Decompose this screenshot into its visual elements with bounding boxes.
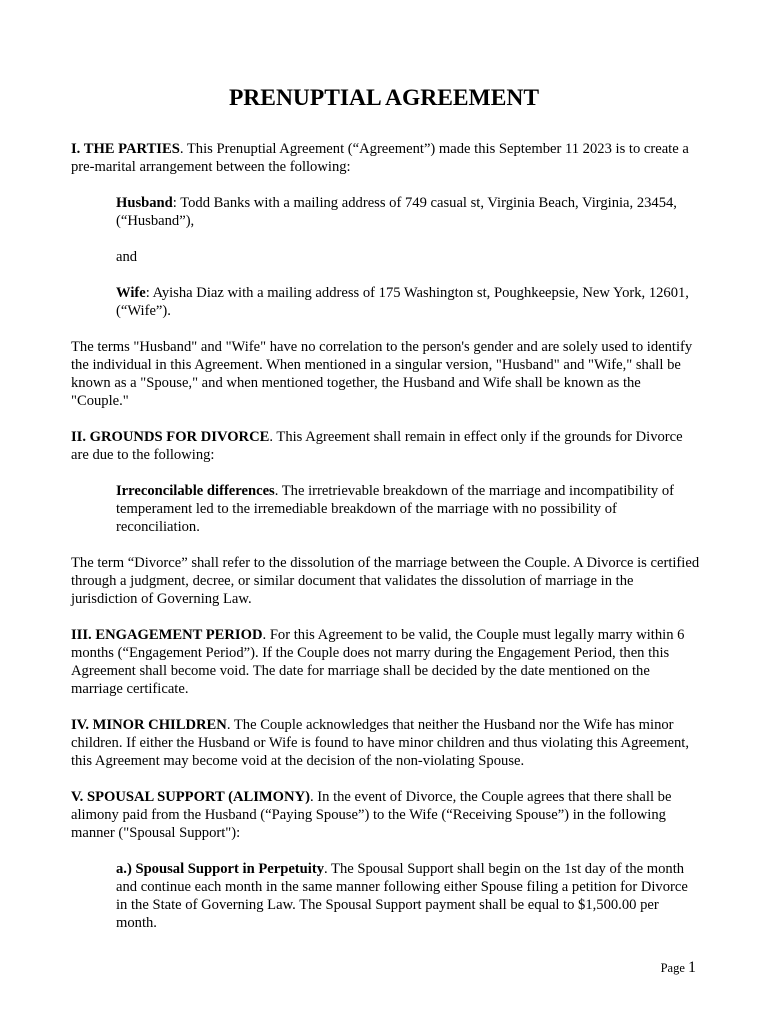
grounds-paragraph bbox=[71, 428, 701, 464]
minor-children-text: . The Couple acknowledges that neither the Husband nor the Wife has minor children. If either the Husband or Wife is found to have minor children and thus violating this Agreement, this Agreement may become void at the decision of the non-violating Spouse. bbox=[71, 717, 690, 769]
spousal-support-paragraph bbox=[71, 788, 701, 842]
irreconcilable-label: Irreconcilable differences bbox=[116, 483, 275, 499]
grounds-text: . This Agreement shall remain in effect only if the grounds for Divorce are due to the following: bbox=[71, 429, 683, 463]
parties-heading: I. THE PARTIES bbox=[71, 141, 180, 157]
document-body bbox=[71, 140, 701, 950]
divorce-definition-paragraph: The term “Divorce” shall refer to the dissolution of the marriage between the Couple. A Divorce is certified through a judgment, decree, or similar document that validates the dissolution of marriage in the jurisdiction of Governing Law. bbox=[71, 555, 700, 607]
engagement-heading: III. ENGAGEMENT PERIOD bbox=[71, 627, 263, 643]
minor-children-paragraph bbox=[71, 716, 701, 770]
page-label: Page bbox=[660, 961, 685, 975]
parties-text: . This Prenuptial Agreement (“Agreement”) made this September 11 2023 is to create a pre-marital arrangement between the following: bbox=[71, 141, 689, 175]
grounds-heading: II. GROUNDS FOR DIVORCE bbox=[71, 429, 270, 445]
perpetuity-text: . The Spousal Support shall begin on the 1st day of the month and continue each month in the same manner following either Spouse filing a petition for Divorce in the State of Governing Law. The Spousal Support payment shall be equal to $1,500.00 per month. bbox=[116, 861, 688, 931]
wife-paragraph bbox=[116, 284, 701, 320]
page-number: 1 bbox=[688, 959, 696, 976]
husband-text: : Todd Banks with a mailing address of 749 casual st, Virginia Beach, Virginia, 23454, (“Husband”), bbox=[116, 195, 677, 229]
engagement-paragraph bbox=[71, 626, 701, 698]
husband-paragraph bbox=[116, 194, 701, 230]
terms-paragraph: The terms "Husband" and "Wife" have no correlation to the person's gender and are solely used to identify the individual in this Agreement. When mentioned in a singular version, "Husband" and "Wife," shall be known as a "Spouse," and when mentioned together, the Husband and Wife shall be known as the "Couple." bbox=[71, 339, 693, 409]
spousal-support-text: . In the event of Divorce, the Couple agrees that there shall be alimony paid from the Husband (“Paying Spouse”) to the Wife (“Receiving Spouse”) in the following manner ("Spousal Support"): bbox=[71, 789, 672, 841]
engagement-text: . For this Agreement to be valid, the Couple must legally marry within 6 months (“Engagement Period”). If the Couple does not marry during the Engagement Period, then this Agreement shall become void. The date for marriage shall be decided by the date mentioned on the marriage certificate. bbox=[71, 627, 685, 697]
parties-paragraph bbox=[71, 140, 701, 176]
minor-children-heading: IV. MINOR CHILDREN bbox=[71, 717, 227, 733]
perpetuity-paragraph bbox=[116, 860, 701, 932]
wife-label: Wife bbox=[116, 285, 146, 301]
and-paragraph: and bbox=[116, 249, 138, 265]
irreconcilable-paragraph bbox=[116, 482, 701, 536]
perpetuity-label: a.) Spousal Support in Perpetuity bbox=[116, 861, 324, 877]
page-footer bbox=[661, 958, 696, 978]
spousal-support-heading: V. SPOUSAL SUPPORT (ALIMONY) bbox=[71, 789, 310, 805]
wife-text: : Ayisha Diaz with a mailing address of 175 Washington st, Poughkeepsie, New York, 12601, (“Wife”). bbox=[116, 285, 689, 319]
husband-label: Husband bbox=[116, 195, 173, 211]
document-title: PRENUPTIAL AGREEMENT bbox=[228, 85, 540, 111]
irreconcilable-text: . The irretrievable breakdown of the marriage and incompatibility of temperament led to the irremediable breakdown of the marriage with no possibility of reconciliation. bbox=[116, 483, 675, 535]
